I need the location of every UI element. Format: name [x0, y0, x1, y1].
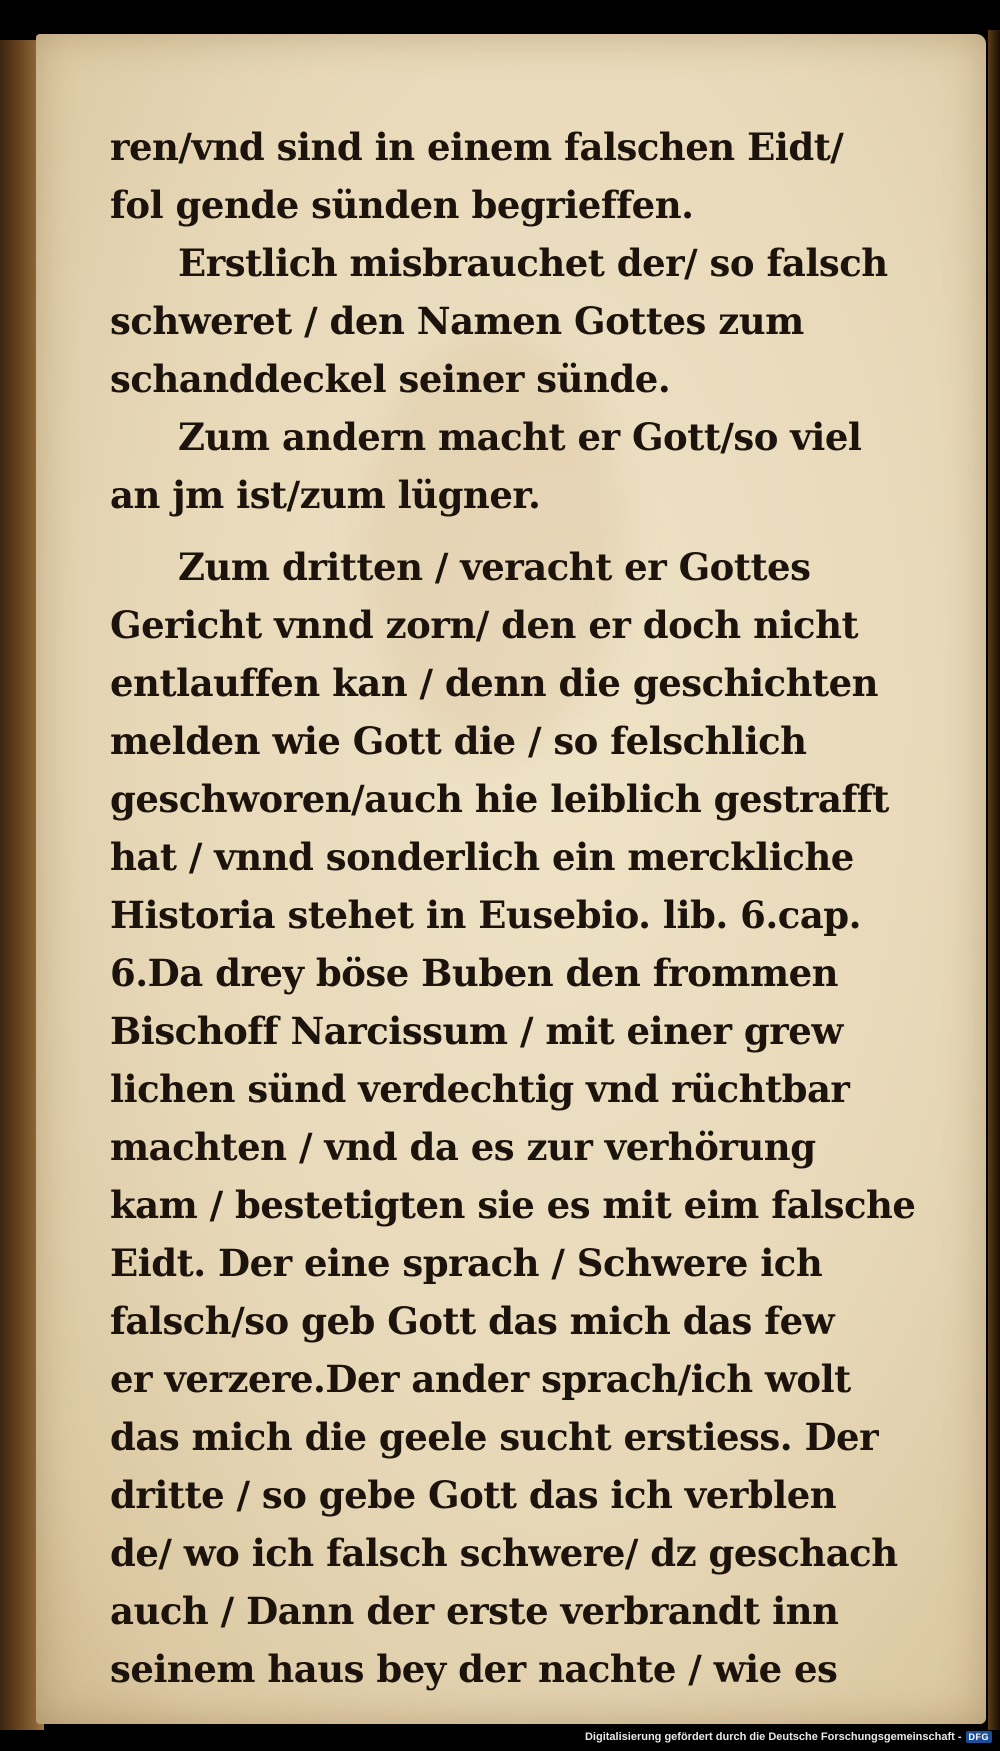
text-line: lichen sünd verdechtig vnd rüchtbar	[110, 1067, 850, 1111]
text-line: das mich die geele sucht erstiess. Der	[110, 1415, 879, 1459]
book-fore-edge	[988, 30, 1000, 1730]
text-line: Historia stehet in Eusebio. lib. 6.cap.	[110, 893, 862, 937]
text-line: fol gende sünden begrieffen.	[110, 183, 694, 227]
text-line: kam / bestetigten sie es mit eim falsche	[110, 1183, 916, 1227]
text-line: seinem haus bey der nachte / wie es	[110, 1647, 838, 1691]
text-line: schweret / den Namen Gottes zum	[110, 299, 804, 343]
text-line: schanddeckel seiner sünde.	[110, 357, 671, 401]
text-line: er verzere.Der ander sprach/ich wolt	[110, 1357, 851, 1401]
text-line: dritte / so gebe Gott das ich verblen	[110, 1473, 837, 1517]
text-line: entlauffen kan / denn die geschichten	[110, 661, 879, 705]
text-line: auch / Dann der erste verbrandt inn	[110, 1589, 839, 1633]
text-line: de/ wo ich falsch schwere/ dz geschach	[110, 1531, 898, 1575]
text-line: 6.Da drey böse Buben den frommen	[110, 951, 839, 995]
text-line: Eidt. Der eine sprach / Schwere ich	[110, 1241, 823, 1285]
text-line: an jm ist/zum lügner.	[110, 473, 541, 517]
text-line: Erstlich misbrauchet der/ so falsch	[178, 241, 888, 285]
text-line: hat / vnnd sonderlich ein merckliche	[110, 835, 854, 879]
page-text	[110, 118, 970, 1698]
text-line: ren/vnd sind in einem falschen Eidt/	[110, 125, 844, 169]
text-line: Zum andern macht er Gott/so viel	[178, 415, 862, 459]
digitization-credit	[585, 1727, 992, 1747]
text-line: Zum dritten / veracht er Gottes	[178, 545, 811, 589]
text-line: geschworen/auch hie leiblich gestrafft	[110, 777, 889, 821]
credit-text: Digitalisierung gefördert durch die Deutsche Forschungsgemeinschaft -	[584, 1731, 962, 1743]
dfg-logo-icon: DFG	[966, 1731, 993, 1743]
text-line: melden wie Gott die / so felschlich	[110, 719, 807, 763]
text-line: Bischoff Narcissum / mit einer grew	[110, 1009, 843, 1053]
text-line: falsch/so geb Gott das mich das few	[110, 1299, 835, 1343]
text-line: machten / vnd da es zur verhörung	[110, 1125, 816, 1169]
text-line: Gericht vnnd zorn/ den er doch nicht	[110, 603, 859, 647]
